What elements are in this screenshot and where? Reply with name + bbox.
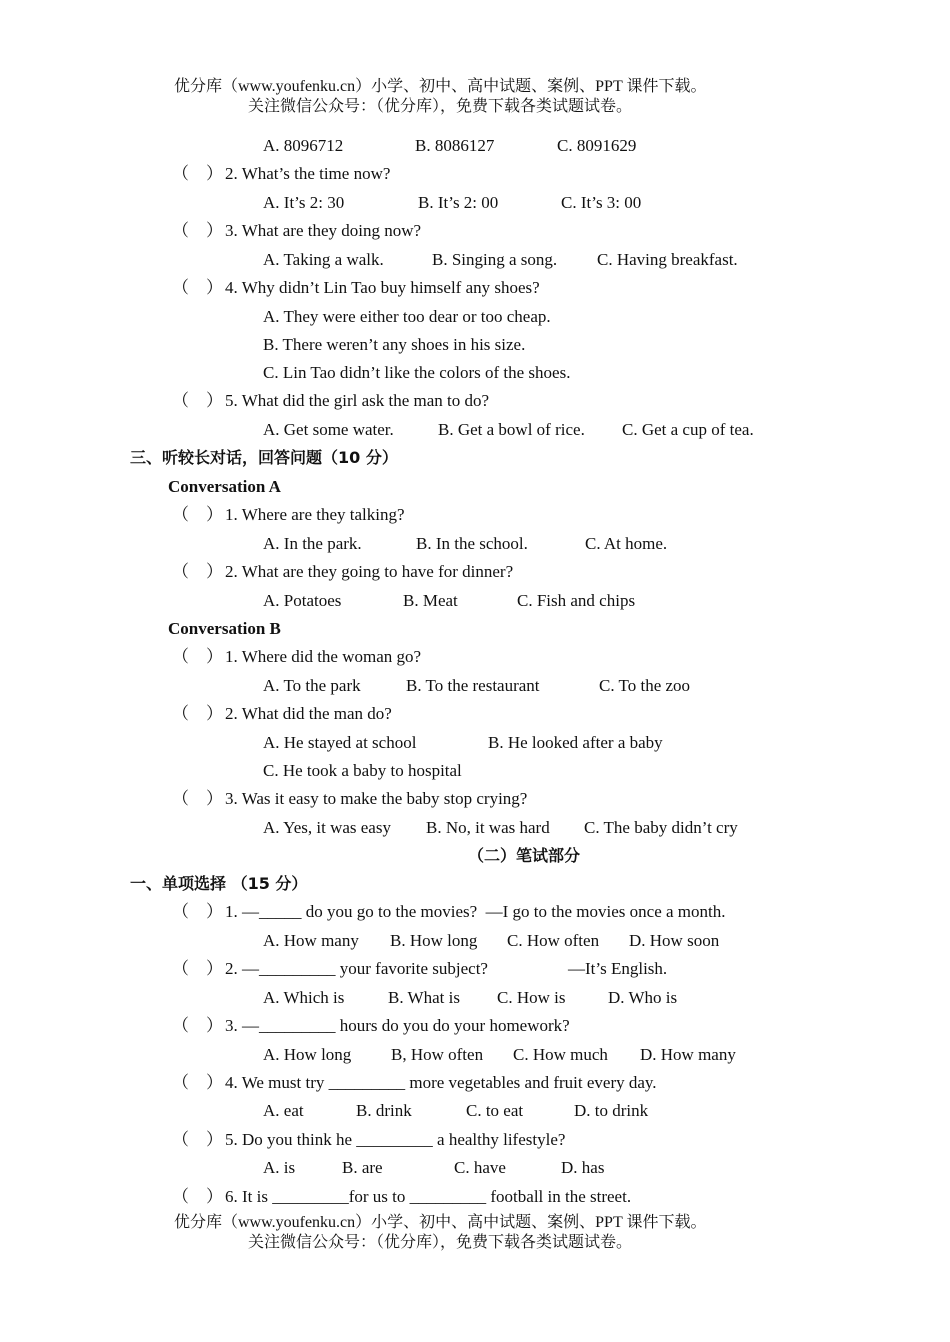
option: A. is bbox=[263, 1158, 296, 1177]
answer-paren[interactable]: （ ） bbox=[172, 1016, 223, 1035]
answer-paren[interactable]: （ ） bbox=[172, 647, 223, 666]
answer-paren[interactable]: （ ） bbox=[172, 1187, 223, 1206]
option: A. Taking a walk. bbox=[263, 250, 384, 269]
option: B. There weren’t any shoes in his size. bbox=[263, 335, 526, 354]
section-title: 三、听较长对话，回答问题（10 分） bbox=[130, 448, 398, 467]
question-text: 6. It is _________for us to _________ football in the street. bbox=[225, 1187, 632, 1206]
conversation-title: Conversation A bbox=[168, 477, 281, 496]
option: D. How soon bbox=[629, 931, 720, 950]
option: A. Potatoes bbox=[263, 591, 342, 610]
option: C. 8091629 bbox=[557, 136, 637, 155]
answer-paren[interactable]: （ ） bbox=[172, 959, 223, 978]
question-text: 3. —_________ hours do you do your homework? bbox=[225, 1016, 570, 1035]
option: D. How many bbox=[640, 1045, 736, 1064]
option: C. How much bbox=[513, 1045, 608, 1064]
option: A. Which is bbox=[263, 988, 345, 1007]
option: B. are bbox=[342, 1158, 383, 1177]
question-text: 4. Why didn’t Lin Tao buy himself any shoes? bbox=[225, 278, 540, 297]
question-text: 1. Where are they talking? bbox=[225, 505, 405, 524]
answer-paren[interactable]: （ ） bbox=[172, 278, 223, 297]
question-reply: —It’s English. bbox=[568, 959, 668, 978]
option: C. Fish and chips bbox=[517, 591, 636, 610]
question-text: 4. We must try _________ more vegetables and fruit every day. bbox=[225, 1073, 657, 1092]
section-title: 一、单项选择 （15 分） bbox=[130, 874, 308, 893]
option: B. 8086127 bbox=[415, 136, 495, 155]
question-text: 3. Was it easy to make the baby stop crying? bbox=[225, 789, 528, 808]
option: B. To the restaurant bbox=[406, 676, 540, 695]
option: A. eat bbox=[263, 1101, 304, 1120]
option: B, How often bbox=[391, 1045, 484, 1064]
option: A. Yes, it was easy bbox=[263, 818, 391, 837]
answer-paren[interactable]: （ ） bbox=[172, 1073, 223, 1092]
question-text: 2. What’s the time now? bbox=[225, 164, 391, 183]
option: A. It’s 2: 30 bbox=[263, 193, 345, 212]
answer-paren[interactable]: （ ） bbox=[172, 562, 223, 581]
conversation-title: Conversation B bbox=[168, 619, 281, 638]
part-title: （二）笔试部分 bbox=[468, 846, 581, 865]
option: C. How often bbox=[507, 931, 600, 950]
answer-paren[interactable]: （ ） bbox=[172, 902, 223, 921]
option: A. How long bbox=[263, 1045, 352, 1064]
option: D. to drink bbox=[574, 1101, 649, 1120]
option: B. Meat bbox=[403, 591, 458, 610]
option: C. to eat bbox=[466, 1101, 524, 1120]
answer-paren[interactable]: （ ） bbox=[172, 391, 223, 410]
option: C. At home. bbox=[585, 534, 668, 553]
question-text: 1. —_____ do you go to the movies? —I go to the movies once a month. bbox=[225, 902, 726, 921]
question-text: 3. What are they doing now? bbox=[225, 221, 422, 240]
option: B. No, it was hard bbox=[426, 818, 550, 837]
answer-paren[interactable]: （ ） bbox=[172, 505, 223, 524]
answer-paren[interactable]: （ ） bbox=[172, 1130, 223, 1149]
option: A. 8096712 bbox=[263, 136, 344, 155]
option: D. Who is bbox=[608, 988, 678, 1007]
option: B. Get a bowl of rice. bbox=[438, 420, 585, 439]
option: B. In the school. bbox=[416, 534, 528, 553]
option: D. has bbox=[561, 1158, 605, 1177]
question-text: 1. Where did the woman go? bbox=[225, 647, 422, 666]
answer-paren[interactable]: （ ） bbox=[172, 164, 223, 183]
option: A. He stayed at school bbox=[263, 733, 417, 752]
question-text: 2. —_________ your favorite subject? bbox=[225, 959, 488, 978]
option: C. Having breakfast. bbox=[597, 250, 738, 269]
option: B. What is bbox=[388, 988, 460, 1007]
option: A. In the park. bbox=[263, 534, 362, 553]
question-text: 5. Do you think he _________ a healthy lifestyle? bbox=[225, 1130, 566, 1149]
option: B. He looked after a baby bbox=[488, 733, 663, 752]
footer-line-2: 关注微信公众号：（优分库），免费下载各类试题试卷。 bbox=[248, 1234, 633, 1251]
question-text: 5. What did the girl ask the man to do? bbox=[225, 391, 490, 410]
option: C. It’s 3: 00 bbox=[561, 193, 642, 212]
option: C. The baby didn’t cry bbox=[584, 818, 738, 837]
option: A. They were either too dear or too cheap. bbox=[263, 307, 551, 326]
option: B. How long bbox=[390, 931, 478, 950]
option: C. He took a baby to hospital bbox=[263, 761, 462, 780]
answer-paren[interactable]: （ ） bbox=[172, 221, 223, 240]
header-line-1: 优分库（www.youfenku.cn）小学、初中、高中试题、案例、PPT 课件下载。 bbox=[174, 78, 707, 95]
option: A. To the park bbox=[263, 676, 361, 695]
header-line-2: 关注微信公众号：（优分库），免费下载各类试题试卷。 bbox=[248, 98, 633, 115]
option: C. To the zoo bbox=[599, 676, 691, 695]
option: B. drink bbox=[356, 1101, 412, 1120]
option: A. How many bbox=[263, 931, 359, 950]
question-text: 2. What did the man do? bbox=[225, 704, 392, 723]
option: C. Get a cup of tea. bbox=[622, 420, 754, 439]
option: B. It’s 2: 00 bbox=[418, 193, 499, 212]
option: C. have bbox=[454, 1158, 506, 1177]
option: B. Singing a song. bbox=[432, 250, 558, 269]
question-text: 2. What are they going to have for dinner? bbox=[225, 562, 514, 581]
option: C. How is bbox=[497, 988, 566, 1007]
option: A. Get some water. bbox=[263, 420, 394, 439]
answer-paren[interactable]: （ ） bbox=[172, 789, 223, 808]
footer-line-1: 优分库（www.youfenku.cn）小学、初中、高中试题、案例、PPT 课件下载。 bbox=[174, 1214, 707, 1231]
option: C. Lin Tao didn’t like the colors of the shoes. bbox=[263, 363, 571, 382]
answer-paren[interactable]: （ ） bbox=[172, 704, 223, 723]
